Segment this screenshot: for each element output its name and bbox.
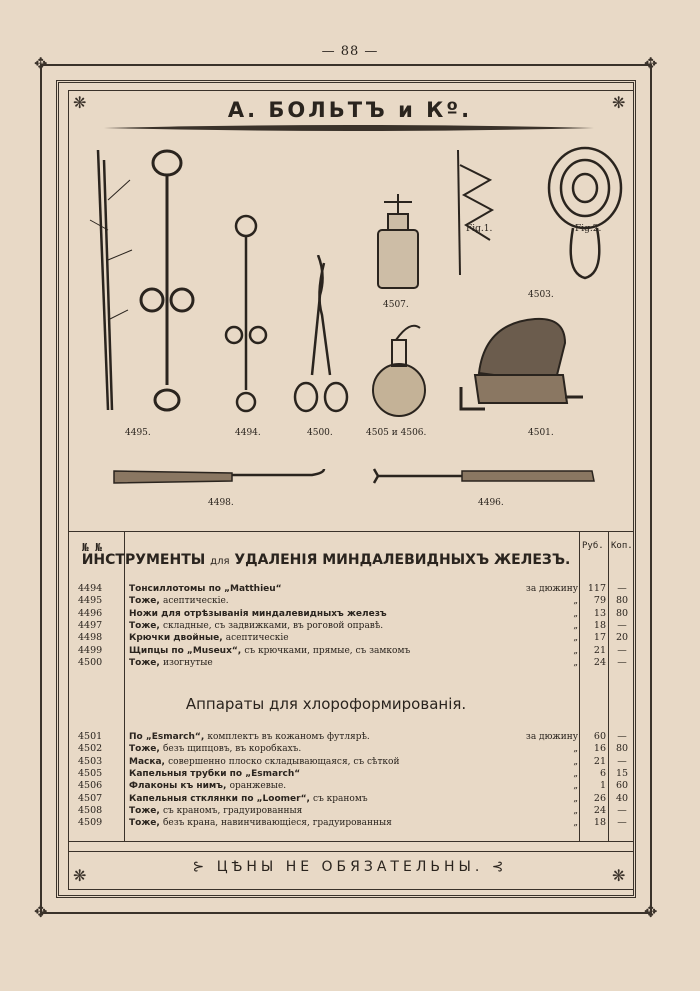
item-price-rub: 21	[593, 644, 606, 656]
item-price-rub: 6	[599, 767, 606, 779]
mask-4503-illustration	[545, 143, 625, 283]
item-name-bold: Маска,	[129, 756, 165, 767]
item-name	[129, 817, 392, 829]
item-unit: „	[573, 620, 578, 631]
section-title-chloroform: Аппараты для хлороформированія.	[185, 695, 467, 713]
footer-left-ornament-icon: ⊱	[192, 859, 217, 875]
item-name	[129, 583, 282, 595]
item-unit: „	[573, 645, 578, 656]
item-number: 4499	[78, 644, 103, 656]
item-description: съ краномъ	[313, 793, 368, 804]
table-row	[70, 756, 636, 768]
item-price-rub: 1	[599, 780, 606, 792]
item-price-rub: 16	[593, 743, 606, 755]
figure-label-4496: 4496.	[478, 498, 504, 508]
figure-label-4507: 4507.	[383, 300, 409, 310]
corner-ornament-icon: ✥	[644, 54, 658, 73]
section-title-tonsil-instruments	[70, 552, 582, 568]
table-row	[70, 768, 636, 780]
item-number: 4509	[78, 817, 103, 829]
figure-label-4501: 4501.	[528, 428, 554, 438]
item-price-rub: 79	[593, 595, 606, 607]
item-unit: „	[573, 596, 578, 607]
item-price-kop: —	[617, 804, 627, 816]
corner-ornament-icon: ✥	[34, 54, 48, 73]
item-description: безъ щипцовъ, въ коробкахъ.	[162, 744, 302, 755]
item-name-bold: Крючки двойные,	[129, 633, 223, 644]
table-row	[70, 645, 636, 657]
item-description: безъ крана, навинчивающіеся, градуированныя	[162, 818, 392, 829]
item-description: изогнутые	[162, 657, 213, 668]
figure-label-4503: 4503.	[528, 290, 554, 300]
section-title-part: ИНСТРУМЕНТЫ	[81, 552, 206, 568]
item-number: 4505	[78, 767, 103, 779]
item-price-rub: 13	[593, 607, 606, 619]
tonsillotome-small-illustration	[222, 210, 270, 416]
fig2-label: Fig.2.	[575, 224, 602, 234]
item-price-rub: 17	[593, 632, 606, 644]
item-number: 4498	[78, 632, 103, 644]
item-name	[129, 645, 410, 657]
item-name-bold: Тоже,	[129, 818, 160, 829]
item-name-bold: Тоже,	[129, 620, 160, 631]
column-header-kop: Коп.	[611, 541, 633, 551]
figure-label-4500: 4500.	[307, 428, 333, 438]
item-price-kop: —	[617, 656, 627, 668]
item-name	[129, 793, 368, 805]
fig1-label: Fig.1.	[466, 224, 493, 234]
table-row	[70, 743, 636, 755]
item-name	[129, 608, 387, 620]
firm-name: А. БОЛЬТЪ и Кº.	[227, 98, 473, 122]
item-unit: „	[573, 805, 578, 816]
item-description: комплектъ въ кожаномъ футлярѣ.	[207, 732, 370, 742]
corner-ornament-icon: ❋	[73, 866, 87, 885]
item-name	[129, 595, 229, 607]
table-row	[70, 657, 636, 669]
dropper-bottle-4507-illustration	[372, 190, 424, 292]
item-number: 4502	[78, 743, 103, 755]
firm-rule-ornament	[104, 124, 594, 132]
item-name	[129, 756, 399, 768]
footer-rule	[68, 851, 634, 852]
item-unit: „	[573, 768, 578, 779]
item-unit: „	[573, 657, 578, 668]
item-description: съ краномъ, градуированныя	[162, 805, 303, 816]
table-row	[70, 608, 636, 620]
item-number: 4503	[78, 755, 103, 767]
item-number: 4507	[78, 792, 103, 804]
item-price-kop: 60	[615, 780, 629, 792]
item-price-rub: 26	[593, 792, 606, 804]
item-price-rub: 18	[593, 619, 606, 631]
item-name	[129, 731, 370, 743]
item-name-bold: Тоже,	[129, 744, 160, 755]
item-description: совершенно плоско складывающаяся, съ сѣткой	[168, 756, 400, 767]
item-number: 4495	[78, 595, 103, 607]
table-row	[70, 620, 636, 632]
item-price-rub: 117	[587, 583, 606, 594]
corner-ornament-icon: ✥	[644, 902, 658, 921]
table-bottom-rule	[68, 841, 634, 842]
hook-4498-illustration	[112, 465, 327, 487]
tonsillotome-4494-illustration	[136, 145, 198, 415]
item-price-kop: 15	[615, 767, 629, 779]
item-name-bold: Капельныя стклянки по „Loomer“,	[129, 793, 310, 804]
corner-ornament-icon: ❋	[612, 866, 626, 885]
forceps-4500-illustration	[290, 255, 350, 417]
figure-label-4498: 4498.	[208, 498, 234, 508]
item-unit: „	[573, 744, 578, 755]
item-price-kop: —	[617, 817, 627, 829]
item-price-kop: —	[617, 755, 627, 767]
item-name	[129, 657, 213, 669]
item-price-kop: 40	[615, 792, 629, 804]
item-price-rub: 24	[593, 804, 606, 816]
item-unit: „	[573, 756, 578, 767]
item-unit: „	[573, 781, 578, 792]
tonsillotome-4495-illustration	[80, 140, 140, 425]
table-row	[70, 817, 636, 829]
item-number: 4496	[78, 607, 103, 619]
item-number: 4506	[78, 780, 103, 792]
item-number: 4508	[78, 804, 103, 816]
item-unit: „	[573, 818, 578, 829]
item-price-kop: —	[617, 731, 627, 742]
flask-4505-illustration	[370, 320, 428, 422]
corner-ornament-icon: ✥	[34, 902, 48, 921]
item-price-kop: 20	[615, 632, 629, 644]
item-price-kop: 80	[615, 607, 629, 619]
table-row	[70, 805, 636, 817]
item-price-rub: 60	[593, 731, 606, 742]
item-price-kop: 80	[615, 743, 629, 755]
item-description: асептическіе.	[162, 596, 229, 607]
item-description: асептическіе	[225, 633, 289, 644]
item-name-bold: Тоже,	[129, 596, 160, 607]
item-unit: за дюжину	[525, 732, 578, 742]
table-row	[70, 632, 636, 644]
item-unit: „	[573, 793, 578, 804]
corner-ornament-icon: ❋	[73, 93, 87, 112]
table-top-rule	[68, 531, 634, 532]
item-price-rub: 24	[593, 656, 606, 668]
item-name-bold: Щипцы по „Museux“,	[129, 645, 242, 656]
corner-ornament-icon: ❋	[612, 93, 626, 112]
item-name-bold: По „Esmarch“,	[129, 732, 205, 742]
item-name	[129, 805, 302, 817]
item-name-bold: Капельныя трубки по „Esmarch“	[129, 768, 301, 779]
table-row	[70, 595, 636, 607]
item-price-kop: 80	[615, 595, 629, 607]
item-description: оранжевые.	[229, 781, 287, 792]
item-price-kop: —	[617, 583, 627, 594]
footer-notice	[0, 859, 700, 875]
mask-wire-fig1-illustration	[450, 145, 500, 285]
item-number: 4500	[78, 656, 103, 668]
section-title-part: УДАЛЕНІЯ МИНДАЛЕВИДНЫХЪ ЖЕЛЕЗЪ.	[234, 552, 571, 568]
item-unit: „	[573, 608, 578, 619]
item-price-kop: —	[617, 644, 627, 656]
item-name	[129, 780, 286, 792]
item-unit: „	[573, 633, 578, 644]
item-description: складные, съ задвижками, въ роговой оправѣ.	[162, 620, 384, 631]
figure-label-4505: 4505 и 4506.	[366, 428, 427, 438]
knife-4496-illustration	[372, 465, 597, 487]
item-price-rub: 18	[593, 817, 606, 829]
item-unit: за дюжину	[525, 584, 578, 594]
figure-label-4495: 4495.	[125, 428, 151, 438]
item-name-bold: Тоже,	[129, 805, 160, 816]
table-row	[70, 780, 636, 792]
item-name	[129, 620, 383, 632]
item-number: 4494	[78, 583, 103, 594]
item-name-bold: Ножи для отрѣзыванія миндалевидныхъ железъ	[129, 608, 387, 619]
item-name	[129, 632, 289, 644]
item-number: 4497	[78, 619, 103, 631]
item-description: съ крючками, прямые, съ замкомъ	[244, 645, 411, 656]
column-header-number: № №	[82, 541, 102, 554]
item-price-rub: 21	[593, 755, 606, 767]
figure-label-4494: 4494.	[235, 428, 261, 438]
table-row	[70, 731, 636, 743]
item-number: 4501	[78, 731, 103, 742]
item-name-bold: Флаконы къ нимъ,	[129, 781, 227, 792]
item-price-kop: —	[617, 619, 627, 631]
footer-right-ornament-icon: ⊰	[483, 859, 508, 875]
item-name-bold: Тоже,	[129, 657, 160, 668]
item-name-bold: Тонсиллотомы по „Matthieu“	[129, 584, 282, 594]
page-number: — 88 —	[321, 44, 379, 59]
table-row	[70, 793, 636, 805]
chloroform-case-4501-illustration	[455, 313, 585, 418]
item-name	[129, 768, 300, 780]
section-title-part: для	[210, 556, 230, 567]
footer-text: ЦѢНЫ НЕ ОБЯЗАТЕЛЬНЫ.	[216, 859, 484, 875]
table-row	[70, 583, 636, 595]
item-name	[129, 743, 301, 755]
column-header-rub: Руб.	[582, 541, 604, 551]
